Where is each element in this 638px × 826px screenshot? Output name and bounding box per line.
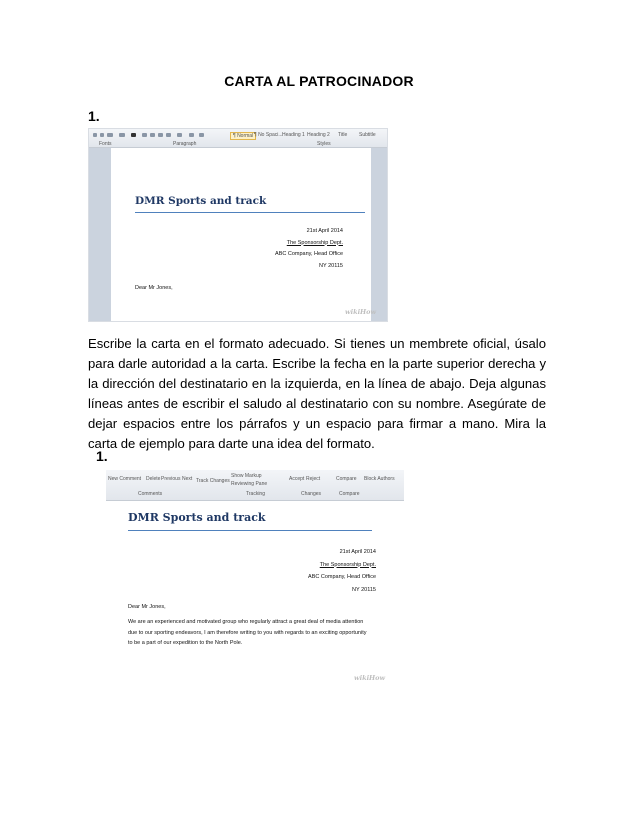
step-number-1: 1. (88, 108, 100, 124)
style-title[interactable]: Title (338, 132, 348, 138)
paint-icon (119, 133, 125, 137)
address-block (275, 226, 343, 272)
ribbon-group-changes: Changes (301, 491, 322, 497)
justify-icon (166, 133, 171, 137)
word-screenshot-2 (106, 470, 404, 688)
ribbon-show-markup[interactable]: Show Markup (231, 473, 262, 479)
letterhead: DMR Sports and track (135, 195, 267, 207)
line-spacing-icon (177, 133, 182, 137)
highlight-icon (107, 133, 113, 137)
undo-icon (93, 133, 97, 137)
right-margin (371, 148, 387, 321)
word-screenshot-1 (88, 128, 388, 322)
document-title: CARTA AL PATROCINADOR (224, 73, 414, 89)
letter-city: NY 20115 (352, 586, 376, 593)
font-icon (131, 133, 136, 137)
ribbon-accept[interactable]: Accept (289, 476, 305, 482)
letterhead-rule (128, 530, 372, 531)
ribbon-bar (89, 129, 387, 148)
font-color-icon (100, 133, 104, 137)
letterhead-rule (135, 212, 365, 213)
ribbon-group-comments: Comments (138, 491, 163, 497)
watermark: wikiHow (354, 674, 386, 682)
style-heading-1[interactable]: Heading 1 (282, 132, 305, 138)
watermark: wikiHow (345, 308, 377, 316)
align-center-icon (150, 133, 155, 137)
style-heading-2[interactable]: Heading 2 (307, 132, 330, 138)
salutation: Dear Mr Jones, (128, 604, 166, 610)
style-no-spacing[interactable]: ¶ No Spaci... (254, 132, 283, 138)
borders-icon (189, 133, 194, 137)
letter-company: ABC Company, Head Office (275, 251, 343, 257)
ribbon-block-authors[interactable]: Block Authors (364, 476, 395, 482)
letter-city: NY 20115 (319, 262, 343, 269)
address-block (308, 546, 376, 596)
document-page (111, 148, 377, 321)
ribbon-next[interactable]: Next (182, 476, 193, 482)
step-number-2: 1. (96, 448, 108, 464)
letter-dept: The Sponsorship Dept. (286, 239, 343, 246)
letter-date: 21st April 2014 (339, 549, 376, 555)
ribbon-group-styles: Styles (317, 141, 331, 147)
left-margin (89, 148, 111, 321)
letter-company: ABC Company, Head Office (308, 574, 376, 580)
ribbon-new-comment[interactable]: New Comment (108, 476, 142, 482)
letter-date: 21st April 2014 (306, 228, 343, 234)
ribbon-delete[interactable]: Delete (146, 476, 161, 482)
align-left-icon (142, 133, 147, 137)
ribbon-track-changes[interactable]: Track Changes (196, 478, 230, 484)
letterhead: DMR Sports and track (128, 511, 266, 524)
ribbon-compare[interactable]: Compare (336, 476, 357, 482)
shading-icon (199, 133, 204, 137)
document-page (106, 501, 404, 688)
ribbon-previous[interactable]: Previous (161, 476, 181, 482)
letter-body: We are an experienced and motivated group who regularly attract a great deal of media attention due to our sporting endeavors, I am therefore writing to you with regards to an exciting opportunity to be a part of our expedition to the North Pole. (128, 619, 367, 646)
ribbon-reject[interactable]: Reject (306, 476, 321, 482)
letter-dept: The Sponsorship Dept. (319, 561, 376, 568)
ribbon-group-fonts: Fonts (99, 141, 112, 147)
style-subtitle[interactable]: Subtitle (359, 132, 376, 138)
ribbon-group-paragraph: Paragraph (173, 141, 197, 147)
salutation: Dear Mr Jones, (135, 285, 173, 291)
instruction-paragraph: Escribe la carta en el formato adecuado. Si tienes un membrete oficial, úsalo para darle autoridad a la carta. Escribe la fecha en la parte superior derecha y la dirección del destinatario en la izquierda, en la línea de abajo. Deja algunas líneas antes de escribir el saludo al destinatario con su nombre. Asegúrate de dejar espacios entre los párrafos y un espacio para firmar a mano. Mira la carta de ejemplo para darte una idea del formato. (88, 336, 546, 451)
ribbon-reviewing-pane[interactable]: Reviewing Pane (231, 481, 268, 487)
ribbon-bar (106, 470, 404, 501)
style-normal[interactable]: ¶ Normal (230, 132, 256, 140)
ribbon-group-compare: Compare (339, 491, 360, 497)
align-right-icon (158, 133, 163, 137)
ribbon-group-tracking: Tracking (246, 491, 265, 497)
